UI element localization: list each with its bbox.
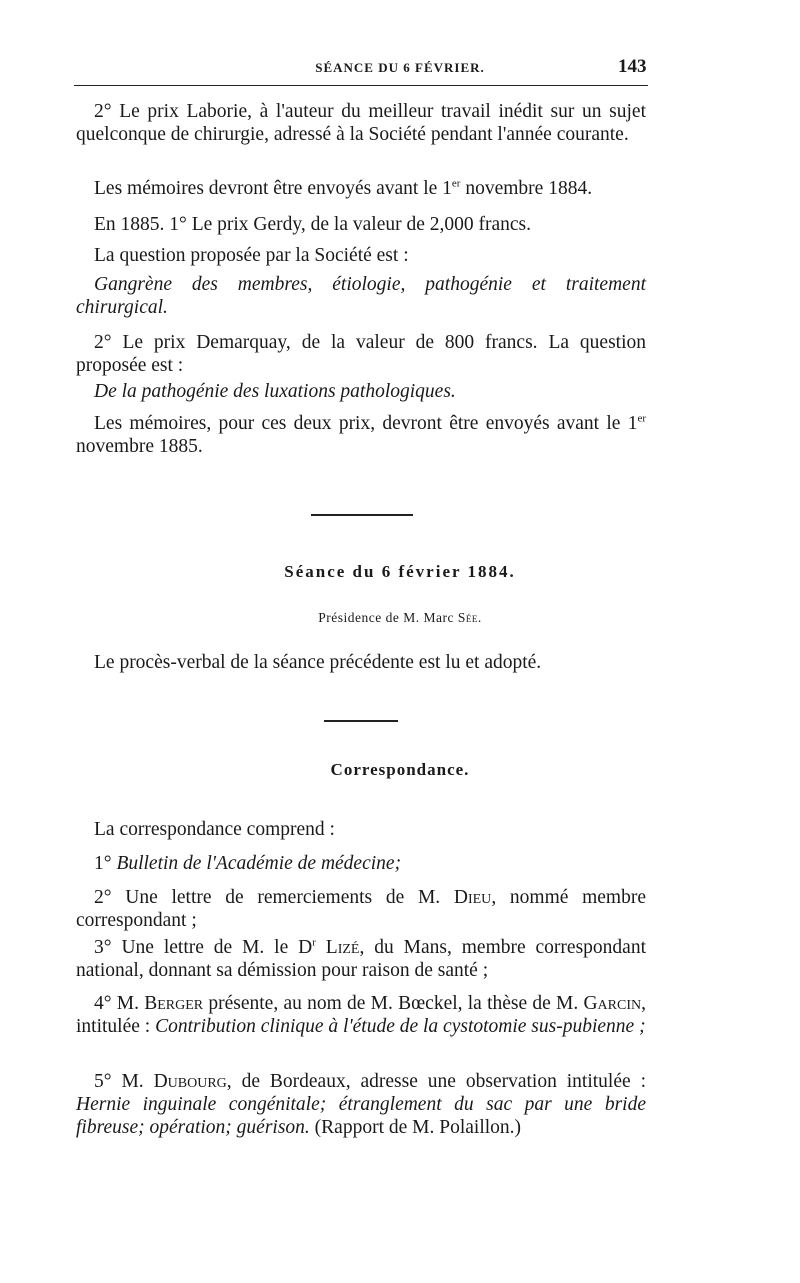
deadline-text: novembre 1884. xyxy=(460,178,593,199)
deadline-text: novembre 1885. xyxy=(76,436,203,457)
correspondance-item-1 xyxy=(76,852,646,875)
ordinal-sup: er xyxy=(637,412,646,425)
section-divider xyxy=(324,720,398,722)
person-name: Lizé xyxy=(315,937,360,958)
title-sup: r xyxy=(312,936,316,949)
observation-title: Hernie inguinale congénitale; étranglement du sac par une bride fibreuse; opération; guérison. xyxy=(76,1094,646,1138)
correspondance-item-2 xyxy=(76,886,646,932)
item-text: , du Mans, membre correspondant national, donnant sa démission pour raison de santé ; xyxy=(76,937,646,981)
president-name: Sée xyxy=(457,610,478,625)
person-name: Berger xyxy=(144,993,204,1014)
section-divider xyxy=(311,514,413,516)
correspondance-item-5 xyxy=(76,1070,646,1139)
item-text: (Rapport de M. Polaillon.) xyxy=(309,1117,522,1138)
correspondance-heading: Correspondance. xyxy=(330,760,470,779)
item-text: , de Bordeaux, adresse une observation intitulée : xyxy=(226,1071,646,1092)
prize-demarquay-paragraph: 2° Le prix Demarquay, de la valeur de 800 francs. La question proposée est : xyxy=(76,332,646,376)
correspondance-item-4 xyxy=(76,992,646,1038)
item-text: présente, au nom de M. Bœckel, la thèse de M. xyxy=(203,993,584,1014)
item-text: , nommé membre correspondant ; xyxy=(76,887,646,931)
question-gerdy-paragraph: Gangrène des membres, étiologie, pathogénie et traitement chirurgical. xyxy=(76,274,646,318)
correspondance-item-3 xyxy=(76,936,646,982)
item-number: 4° M. xyxy=(94,993,145,1014)
item-text: 3° Une lettre de M. le D xyxy=(94,937,313,958)
prize-gerdy-paragraph: En 1885. 1° Le prix Gerdy, de la valeur de 2,000 francs. xyxy=(94,214,532,235)
page-number: 143 xyxy=(618,56,647,77)
prize-laborie-paragraph: 2° Le prix Laborie, à l'auteur du meilleur travail inédit sur un sujet quelconque de chirurgie, adressé à la Société pendant l'année courante. xyxy=(76,101,646,145)
item-text: 2° Une lettre de remerciements de M. xyxy=(94,887,454,908)
person-name: Garcin xyxy=(583,993,642,1014)
deadline-text: Les mémoires devront être envoyés avant le 1 xyxy=(94,178,452,199)
thesis-title: Contribution clinique à l'étude de la cystotomie sus-pubienne ; xyxy=(155,1016,646,1037)
presidence-suffix: . xyxy=(477,610,482,625)
person-name: Dubourg xyxy=(153,1071,227,1092)
person-name: Dieu xyxy=(453,887,492,908)
presidence-line xyxy=(0,610,800,626)
item-text: , intitulée : xyxy=(76,993,646,1037)
deadline-text: Les mémoires, pour ces deux prix, devront être envoyés avant le 1 xyxy=(94,413,638,434)
ordinal-sup: er xyxy=(451,177,461,190)
presidence-prefix: Présidence de M. Marc xyxy=(318,610,458,625)
deadline-1885-paragraph xyxy=(76,412,646,458)
correspondance-intro: La correspondance comprend : xyxy=(94,819,335,840)
item-number: 1° xyxy=(94,853,117,874)
header-rule xyxy=(74,85,648,86)
question-intro-paragraph: La question proposée par la Société est : xyxy=(94,245,409,266)
session-title: Séance du 6 février 1884. xyxy=(284,562,516,581)
deadline-1884-paragraph xyxy=(76,177,646,200)
item-number: 5° M. xyxy=(94,1071,154,1092)
item-title: Bulletin de l'Académie de médecine; xyxy=(116,853,402,874)
question-demarquay-paragraph: De la pathogénie des luxations pathologiques. xyxy=(94,381,456,402)
minutes-paragraph: Le procès-verbal de la séance précédente est lu et adopté. xyxy=(94,652,542,673)
running-header: SÉANCE DU 6 FÉVRIER. xyxy=(315,60,485,75)
